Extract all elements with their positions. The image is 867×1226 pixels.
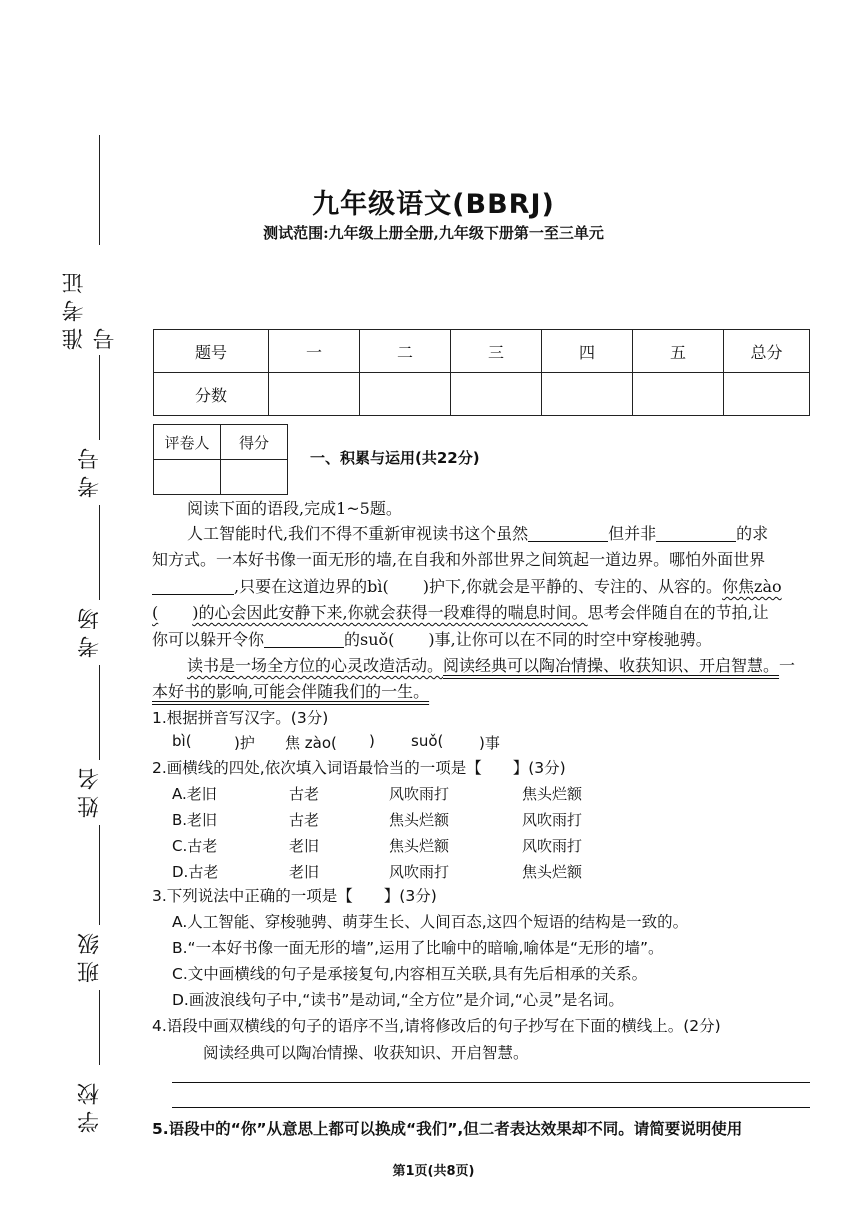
option-word: 风吹雨打 [522, 811, 583, 829]
q3-option-d[interactable]: D.画波浪线句子中,“读书”是动词,“全方位”是介词,“心灵”是名词。 [172, 991, 624, 1009]
option-word: 焦头烂额 [389, 811, 450, 829]
side-label-school: 学校 [77, 1077, 103, 1133]
passage-text: ( [152, 603, 159, 622]
passage-text: )事,让你可以在不同的时空中穿梭驰骋。 [428, 630, 712, 649]
score-input-cell[interactable] [724, 373, 810, 416]
option-key: A.老旧 [172, 785, 217, 803]
score-cell: 总分 [724, 330, 810, 373]
question-1: 1.根据拼音写汉字。(3分) [152, 709, 329, 727]
q1-item: suǒ( [411, 732, 444, 750]
score-input-cell[interactable] [269, 373, 360, 416]
option-word: 老旧 [289, 837, 320, 855]
passage-double-underline: 阅读经典可以陶冶情操、收获知识、开启智慧。 [443, 656, 780, 675]
option-key: C.古老 [172, 837, 218, 855]
passage-line [152, 600, 812, 626]
q3-option-a[interactable]: A.人工智能、穿梭驰骋、萌芽生长、人间百态,这四个短语的结构是一致的。 [172, 913, 689, 931]
passage-wavy-text: 你焦zào [722, 577, 782, 596]
score-cell: 四 [542, 330, 633, 373]
fill-blank[interactable] [656, 523, 736, 542]
grader-score-input-cell[interactable] [221, 460, 288, 495]
question-4: 4.语段中画双横线的句子的语序不当,请将修改后的句子抄写在下面的横线上。(2分) [152, 1017, 721, 1035]
passage-line [152, 679, 812, 705]
passage-wavy-text [152, 603, 588, 622]
section-heading: 一、积累与运用(共22分) [310, 449, 480, 467]
option-word: 焦头烂额 [522, 785, 583, 803]
fill-blank[interactable] [264, 629, 344, 648]
passage-line: 知方式。一本好书像一面无形的墙,在自我和外部世界之间筑起一道边界。哪怕外面世界 [152, 550, 766, 569]
side-label-exam-id: 准考证号 [62, 266, 118, 350]
answer-line[interactable] [172, 1107, 810, 1108]
grader-label: 评卷人 [154, 425, 221, 460]
passage-text: 人工智能时代,我们不得不重新审视读书这个虽然 [187, 524, 529, 543]
score-input-cell[interactable] [633, 373, 724, 416]
passage-text: 思考会伴随自在的节拍,让 [587, 603, 769, 622]
score-cell: 五 [633, 330, 724, 373]
passage-text: 的suǒ( [344, 630, 395, 649]
score-table-value-row [154, 373, 810, 416]
q4-sentence: 阅读经典可以陶冶情操、收获知识、开启智慧。 [203, 1044, 529, 1062]
page-title: 九年级语文(BBRJ) [312, 189, 555, 220]
passage-text: )的心会因此安静下来,你就会获得一段难得的喘息时间。 [192, 603, 588, 622]
side-line [99, 355, 100, 440]
side-line [99, 505, 100, 600]
side-line [99, 665, 100, 760]
question-5: 5.语段中的“你”从意思上都可以换成“我们”,但二者表达效果却不同。请简要说明使用 [152, 1120, 743, 1138]
score-cell: 题号 [154, 330, 269, 373]
side-label-exam-no: 考号 [77, 442, 103, 498]
score-input-cell[interactable] [542, 373, 633, 416]
score-input-cell[interactable] [451, 373, 542, 416]
q1-item: bì( [172, 732, 192, 750]
option-word: 老旧 [289, 863, 320, 881]
q1-item: 焦 zào( [285, 734, 337, 752]
passage-text: 的求 [736, 524, 769, 543]
test-scope: 测试范围:九年级上册全册,九年级下册第一至三单元 [263, 224, 604, 242]
option-word: 风吹雨打 [522, 837, 583, 855]
score-input-cell[interactable] [360, 373, 451, 416]
passage-line [152, 627, 812, 653]
side-label-class: 班级 [77, 927, 103, 983]
side-line [99, 825, 100, 925]
passage-wavy-text: 读书是一场全方位的心灵改造活动。 [187, 656, 444, 675]
option-word: 风吹雨打 [389, 785, 450, 803]
page-number: 第1页(共8页) [392, 1164, 475, 1179]
option-word: 古老 [289, 785, 320, 803]
option-key: B.老旧 [172, 811, 218, 829]
option-word: 焦头烂额 [522, 863, 583, 881]
option-key: D.古老 [172, 863, 219, 881]
passage-text: )护下,你就会是平静的、专注的、从容的。 [422, 577, 723, 596]
answer-line[interactable] [172, 1082, 810, 1083]
side-label-exam-room: 考场 [77, 602, 103, 658]
score-cell: 一 [269, 330, 360, 373]
q1-item: )事 [479, 734, 500, 752]
question-3: 3.下列说法中正确的一项是【 】(3分) [152, 887, 437, 905]
passage-text: 你可以躲开令你 [152, 630, 265, 649]
q3-option-c[interactable]: C.文中画横线的句子是承接复句,内容相互关联,具有先后相承的关系。 [172, 965, 648, 983]
q1-item: ) [369, 732, 375, 750]
score-cell: 三 [451, 330, 542, 373]
passage-double-underline: 本好书的影响,可能会伴随我们的一生。 [152, 682, 430, 701]
score-cell: 二 [360, 330, 451, 373]
fill-blank[interactable] [528, 523, 608, 542]
score-table-header-row [154, 330, 810, 373]
q3-option-b[interactable]: B.“一本好书像一面无形的墙”,运用了比喻中的暗喻,喻体是“无形的墙”。 [172, 939, 664, 957]
question-2: 2.画横线的四处,依次填入词语最恰当的一项是【 】(3分) [152, 759, 566, 777]
grader-score-label: 得分 [221, 425, 288, 460]
passage-line [187, 653, 847, 679]
option-word: 古老 [289, 811, 320, 829]
grader-table [153, 424, 288, 495]
option-word: 风吹雨打 [389, 863, 450, 881]
score-table [153, 329, 810, 416]
passage-text: ,只要在这道边界的bì( [234, 577, 389, 596]
passage-intro: 阅读下面的语段,完成1~5题。 [187, 499, 402, 518]
passage-text: 但并非 [608, 524, 657, 543]
grader-input-cell[interactable] [154, 460, 221, 495]
fill-blank[interactable] [152, 576, 234, 595]
passage-line [152, 574, 812, 600]
score-cell: 分数 [154, 373, 269, 416]
option-word: 焦头烂额 [389, 837, 450, 855]
q1-item: )护 [234, 734, 255, 752]
side-label-name: 姓名 [77, 762, 103, 818]
side-line [99, 990, 100, 1065]
passage-line [187, 521, 847, 547]
passage-text: 一 [779, 656, 796, 675]
